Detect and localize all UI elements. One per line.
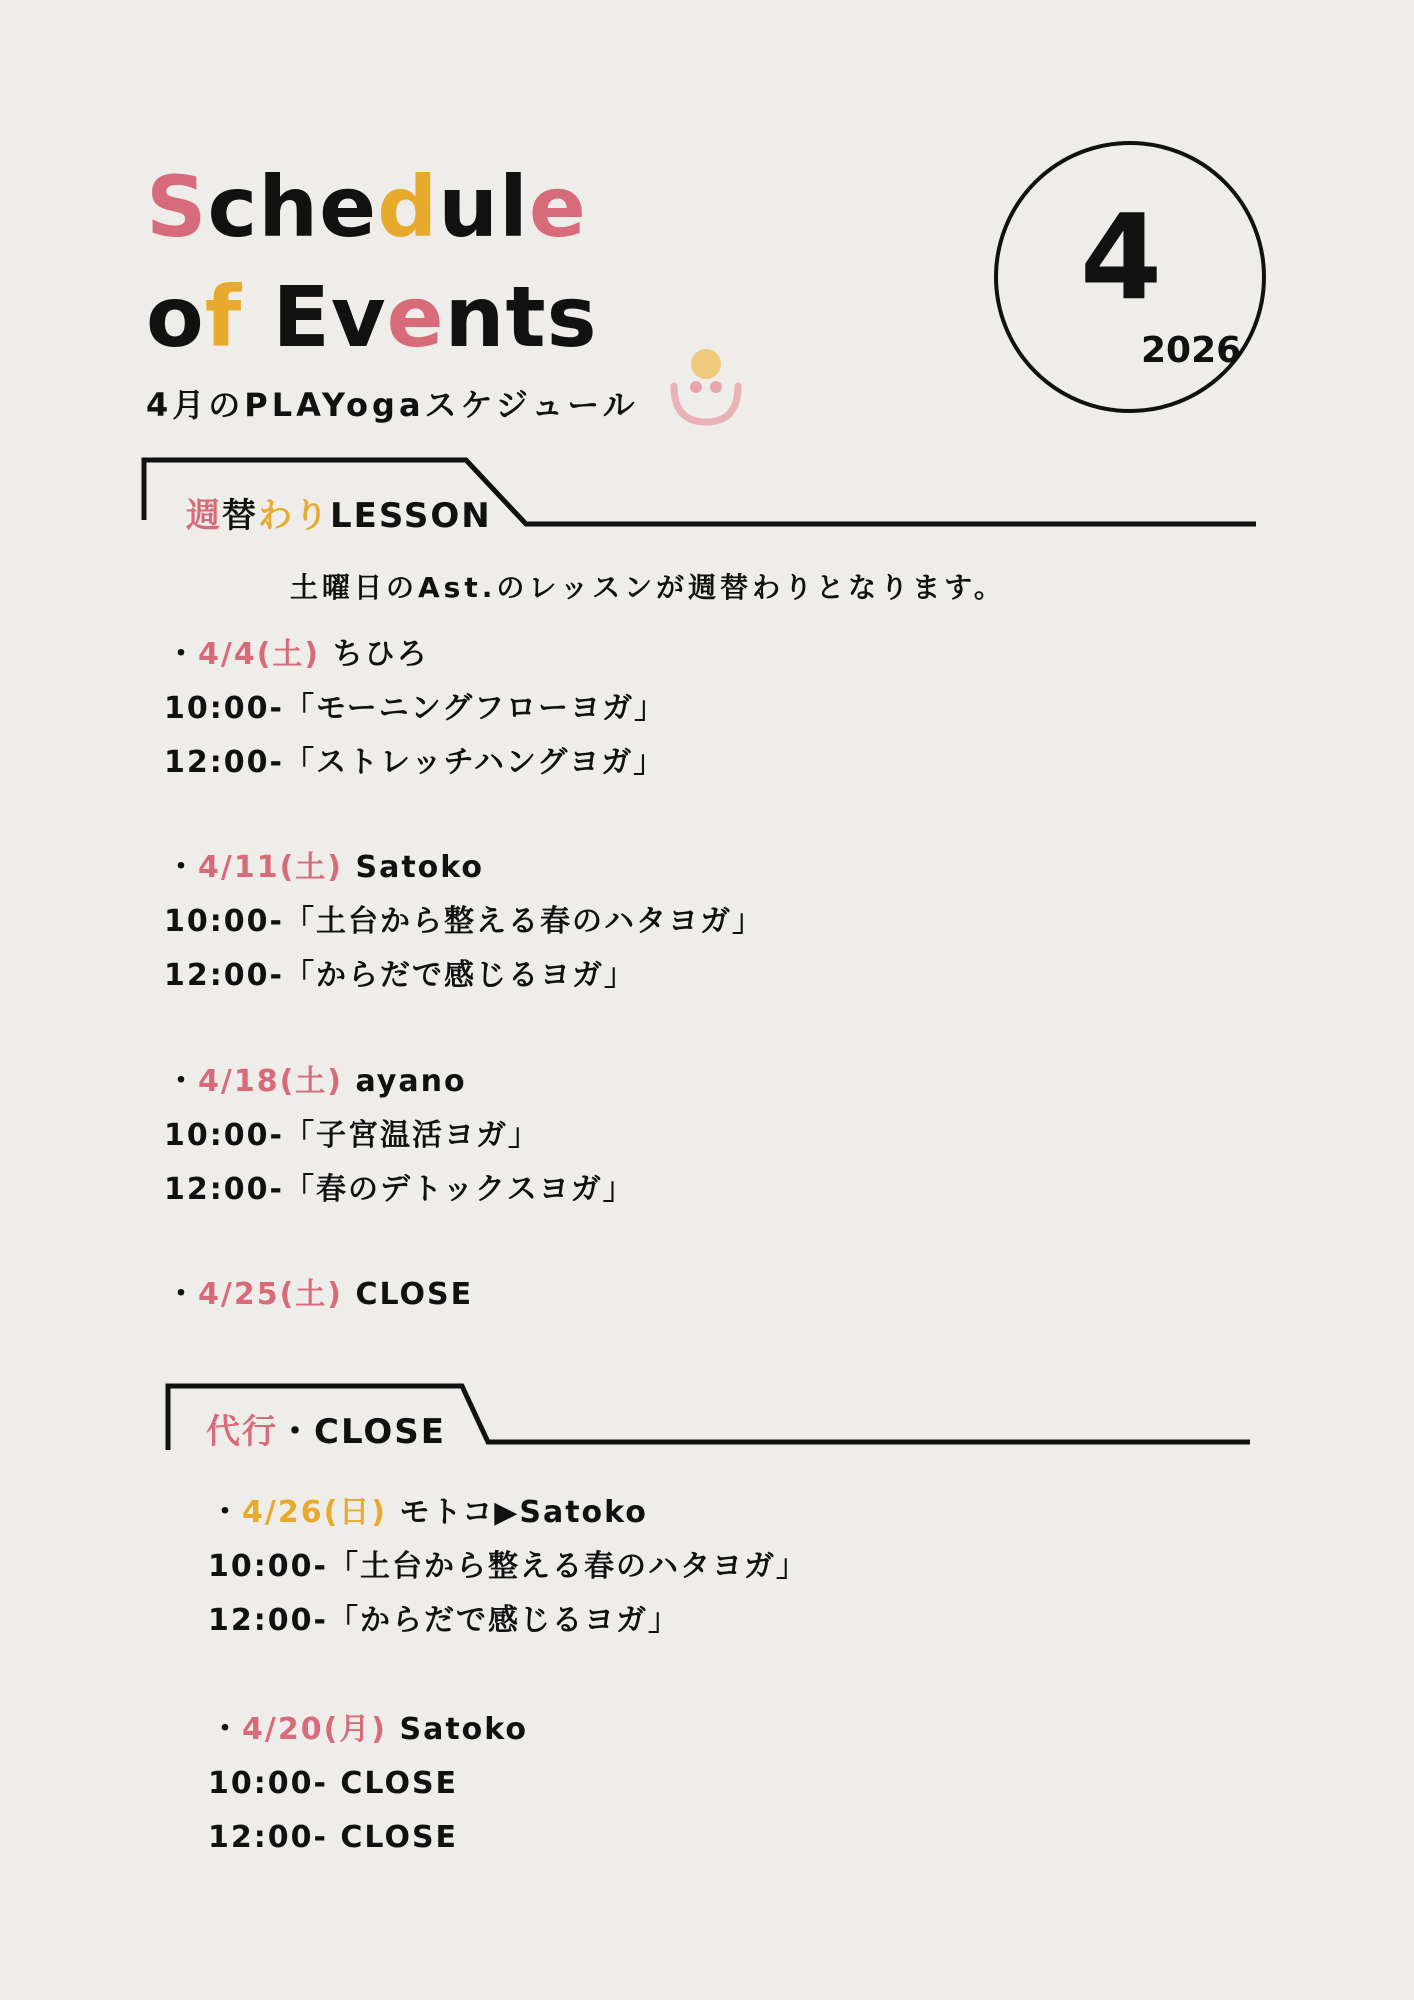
entry-heading: [166, 1064, 467, 1099]
section1-intro: 土曜日のAst.のレッスンが週替わりとなります。: [290, 571, 1006, 604]
lesson-line: 10:00-「土台から整える春のハタヨガ」: [164, 904, 764, 939]
section1-title: [186, 488, 492, 537]
lesson-line: 10:00-「土台から整える春のハタヨガ」: [208, 1549, 808, 1584]
title-char: Ev: [242, 268, 387, 366]
month-number: 4: [1080, 188, 1163, 326]
lesson-line: 10:00-「モーニングフローヨガ」: [164, 691, 667, 726]
title-char: e: [386, 268, 445, 366]
entry-heading: [166, 850, 485, 885]
bullet: ・: [166, 637, 198, 672]
title-char: nts: [444, 268, 598, 366]
bullet: ・: [210, 1712, 242, 1747]
lesson-line: 12:00-「からだで感じるヨガ」: [164, 958, 636, 993]
bullet: ・: [166, 850, 198, 885]
entry-instructor: ちひろ: [332, 637, 429, 672]
entry-heading: [210, 1712, 529, 1747]
lesson-line: 10:00-「子宮温活ヨガ」: [164, 1118, 540, 1153]
title-char: f: [204, 268, 243, 366]
entry-date: 4/26(日): [242, 1495, 388, 1530]
section1-title-part: わり: [258, 496, 330, 536]
entry-heading: [166, 1277, 474, 1312]
subtitle: 4月のPLAYogaスケジュール: [146, 386, 639, 424]
lesson-line: 12:00-「春のデトックスヨガ」: [164, 1172, 635, 1207]
entry-instructor: Satoko: [355, 850, 485, 885]
bullet: ・: [166, 1064, 198, 1099]
section1-title-part: 週: [186, 496, 222, 536]
lesson-line: 12:00-「からだで感じるヨガ」: [208, 1603, 680, 1638]
entry-instructor: Satoko: [399, 1712, 529, 1747]
section2-title-part: ・CLOSE: [278, 1412, 447, 1452]
lesson-line: 10:00- CLOSE: [208, 1766, 459, 1801]
entry-instructor: モトコ▶Satoko: [399, 1495, 648, 1530]
entry-date: 4/18(土): [198, 1064, 344, 1099]
section2-title: [206, 1404, 446, 1453]
title-char: o: [146, 268, 205, 366]
title-char: e: [528, 158, 587, 256]
bullet: ・: [210, 1495, 242, 1530]
section1-title-part: 替: [222, 496, 258, 536]
bullet: ・: [166, 1277, 198, 1312]
entry-heading: [166, 637, 429, 672]
entry-date: 4/11(土): [198, 850, 344, 885]
month-year: 2026: [1141, 330, 1242, 371]
title-char: che: [207, 158, 378, 256]
entry-instructor: CLOSE: [355, 1277, 474, 1312]
entry-date: 4/20(月): [242, 1712, 388, 1747]
entry-heading: [210, 1495, 648, 1530]
title-char: d: [377, 158, 439, 256]
title-char: ul: [438, 158, 529, 256]
entry-date: 4/25(土): [198, 1277, 344, 1312]
lesson-line: 12:00-「ストレッチハングヨガ」: [164, 745, 666, 780]
entry-date: 4/4(土): [198, 637, 321, 672]
title-char: S: [146, 158, 208, 256]
section1-title-part: LESSON: [330, 496, 492, 536]
section2-title-part: 代行: [206, 1412, 278, 1452]
lesson-line: 12:00- CLOSE: [208, 1820, 459, 1855]
entry-instructor: ayano: [355, 1064, 467, 1099]
